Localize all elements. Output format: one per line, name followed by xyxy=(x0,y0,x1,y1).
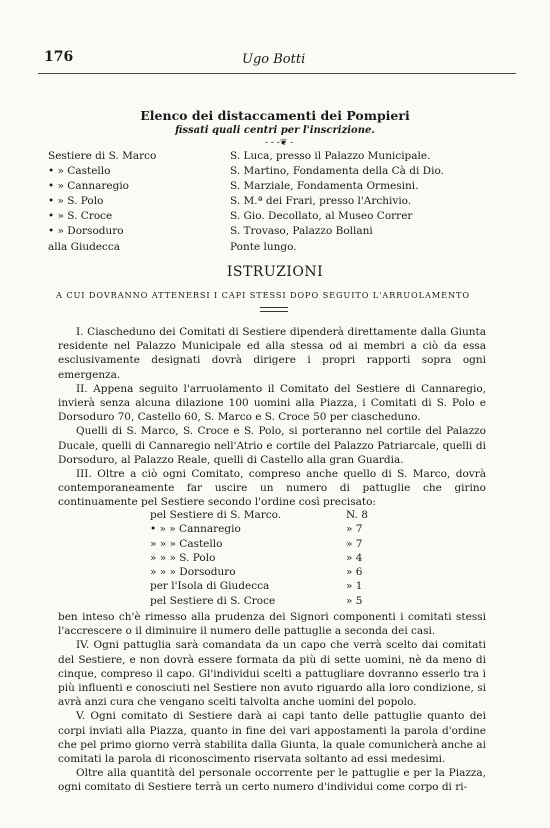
sestiere-name: alla Giudecca xyxy=(48,240,121,253)
patrol-area: per l'Isola di Giudecca xyxy=(150,580,270,593)
instructions-body xyxy=(58,325,486,510)
patrol-row xyxy=(150,594,380,608)
header-rule xyxy=(38,73,516,74)
detachment-location: S. Marziale, Fondamenta Ormesini. xyxy=(230,180,419,193)
paragraph: Oltre alla quantità del personale occorrente per le pattuglie e per la Piazza, ogni comitato di Sestiere terrà un certo numero d'individui come corpo di ri- xyxy=(58,767,486,794)
sestiere-name: Sestiere di S. Marco xyxy=(48,150,157,162)
patrol-row xyxy=(150,537,380,551)
patrol-area: • » » Cannaregio xyxy=(150,523,241,536)
patrol-area: » » » S. Polo xyxy=(150,551,216,564)
patrol-count: » 1 xyxy=(346,580,363,593)
divider-ornament xyxy=(260,307,288,312)
patrol-row xyxy=(150,565,380,579)
patrols-table xyxy=(150,508,380,608)
patrol-count: » 7 xyxy=(346,523,363,536)
patrol-row xyxy=(150,522,380,536)
patrol-area: » » » Castello xyxy=(150,537,223,550)
instructions-body-continued xyxy=(58,610,486,795)
patrol-area: pel Sestiere di S. Croce xyxy=(150,594,276,607)
patrol-area: » » » Dorsoduro xyxy=(150,566,236,579)
detachment-location: Ponte lungo. xyxy=(230,240,297,253)
instructions-subheading: A CUI DOVRANNO ATTENERSI I CAPI STESSI DOPO SEGUITO L'ARRUOLAMENTO xyxy=(56,290,470,300)
detachment-location: S. Martino, Fondamenta della Cà di Dio. xyxy=(230,165,444,178)
paragraph: ben inteso ch'è rimesso alla prudenza dei Signori componenti i comitati stessi l'accrescere o il diminuire il numero delle pattuglie a seconda dei casi. xyxy=(58,611,486,638)
sestiere-name: • » Cannaregio xyxy=(48,180,130,193)
patrol-count: » 7 xyxy=(346,537,363,550)
sestiere-name: • » Dorsoduro xyxy=(48,225,124,238)
detachment-location: S. Trovaso, Palazzo Bollani xyxy=(230,225,373,238)
sestiere-name: • » S. Polo xyxy=(48,195,104,208)
patrol-count: N. 8 xyxy=(346,509,368,521)
detachment-location: S. Luca, presso il Palazzo Municipale. xyxy=(230,150,431,162)
instructions-heading: ISTRUZIONI xyxy=(226,264,324,280)
patrol-row xyxy=(150,579,380,593)
running-head: Ugo Botti xyxy=(242,52,306,67)
paragraph: IV. Ogni pattuglia sarà comandata da un capo che verrà scelto dai comitati del Sestiere, e non dovrà essere formata da più di sette uomini, nè da meno di cinque, compreso il capo. Gl'individui scelti a pattugliare dovranno esserlo tra i più influenti e conosciuti nel Sestiere non avuto riguardo alla loro condizione, si avrà anzi cura che vengano scelti talvolta anche uomini del popolo. xyxy=(58,639,486,709)
sestiere-name: • » Castello xyxy=(48,165,111,178)
paragraph: II. Appena seguito l'arruolamento il Comitato del Sestiere di Cannaregio, invierà senza alcuna dilazione 100 uomini alla Piazza, i Comitati di S. Polo e Dorsoduro 70, Castello 60, S. Marco e S. Croce 50 per ciascheduno. xyxy=(58,382,486,424)
paragraph: V. Ogni comitato di Sestiere darà ai capi tanto delle pattuglie quanto dei corpi inviati alla Piazza, quanto in fine dei vari appostamenti la parola d'ordine che pel primo giorno verrà stabilita dalla Giunta, la quale comunicherà anche ai comitati la parola di riconoscimento riservata soltanto ad essi medesimi. xyxy=(58,710,486,766)
patrol-count: » 4 xyxy=(346,551,363,564)
list-subtitle: fissati quali centri per l'inscrizione. xyxy=(175,125,375,136)
patrol-row xyxy=(150,551,380,565)
page-number: 176 xyxy=(44,49,74,65)
paragraph: Quelli di S. Marco, S. Croce e S. Polo, si porteranno nel cortile del Palazzo Ducale, quelli di Cannaregio nell'Atrio e cortile del Palazzo Patriarcale, quelli di Dorsoduro, al Palazzo Reale, quelli di Castello alla gran Guardia. xyxy=(58,425,486,466)
patrol-area: pel Sestiere di S. Marco. xyxy=(150,509,282,521)
detachment-location: S. M.ª dei Frari, presso l'Archivio. xyxy=(230,195,412,208)
sestiere-name: • » S. Croce xyxy=(48,210,113,223)
detachment-location: S. Gio. Decollato, al Museo Correr xyxy=(230,210,413,223)
fleuron-ornament: - - -❦ - xyxy=(265,138,294,148)
patrol-count: » 6 xyxy=(346,566,363,579)
paragraph: III. Oltre a ciò ogni Comitato, compreso anche quello di S. Marco, dovrà contemporaneamente far uscire un numero di pattuglie che girino continuamente pel Sestiere secondo l'ordine così precisato: xyxy=(58,468,486,509)
list-title: Elenco dei distaccamenti dei Pompieri xyxy=(140,108,410,123)
patrol-row xyxy=(150,508,380,522)
paragraph: I. Ciascheduno dei Comitati di Sestiere dipenderà direttamente dalla Giunta residente nel Palazzo Municipale ed alla stessa od ai membri a ciò da essa esclusivamente designati dovrà dirigere i propri rapporti sopra ogni emergenza. xyxy=(58,326,486,381)
patrol-count: » 5 xyxy=(346,594,363,607)
